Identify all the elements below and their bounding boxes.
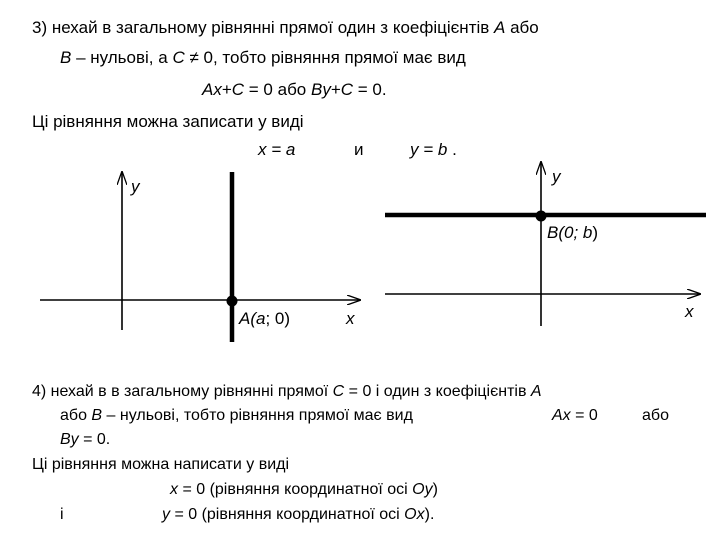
point-a-label-a: a (256, 309, 266, 328)
s3-l2-post: тобто рівняння прямої має вид (217, 48, 466, 67)
right-x-label: x (685, 302, 694, 321)
s4-ax-eq (552, 406, 598, 426)
left-x-label: x (346, 309, 355, 328)
s4-close1: ) (432, 481, 438, 498)
point-b (536, 211, 547, 222)
s4-l2-mid: – нульові, тобто рівняння прямої має вид (102, 407, 413, 424)
right-graph (385, 162, 706, 326)
s4-ax: Ax (552, 407, 571, 424)
y-eq-b: y = b (410, 140, 448, 159)
s4-x0: x (170, 481, 178, 498)
coef-c: C (172, 48, 185, 67)
s4-coef-b: B (91, 407, 103, 424)
coef-b: B (60, 48, 72, 67)
eq-plus-2: + (330, 80, 341, 99)
s4-coef-c: C (332, 383, 345, 400)
s4-x0-eq: = 0 (рівняння координатної осі (178, 481, 413, 498)
point-b-label-b: b (582, 223, 593, 242)
left-y-label: y (131, 177, 140, 196)
x-eq-a: x = a (258, 140, 296, 159)
s4-l2-pre: або (60, 407, 92, 424)
s4-line3 (60, 430, 110, 450)
s3-l2-mid: – нульові, а (71, 48, 173, 67)
s4-y0: y (162, 506, 170, 523)
s4-y-eq-0 (162, 505, 434, 525)
point-a-label-pre: A( (239, 309, 256, 328)
point-b-label (547, 223, 598, 242)
s4-oy: Oy (412, 481, 433, 498)
s4-by-eq-zero: = 0. (78, 431, 111, 448)
s4-line1 (32, 382, 542, 402)
s4-abo (642, 406, 669, 426)
s3-l1-post: або (505, 18, 539, 37)
s4-abo-word: або (642, 407, 669, 424)
s4-close2: ). (424, 506, 435, 523)
coef-a: A (494, 18, 506, 37)
s4-x-eq-0 (170, 480, 438, 500)
s4-l1-mid: = 0 і один з коефіцієнтів (344, 383, 531, 400)
eq-plus-1: + (221, 80, 232, 99)
eq-ax: Ax (202, 80, 222, 99)
s4-i (60, 505, 64, 525)
eq-zero-1: = 0 або (244, 80, 311, 99)
point-a (227, 296, 238, 307)
s4-line2 (60, 406, 413, 426)
left-graph (40, 172, 360, 342)
eq-c-2: C (340, 80, 354, 99)
eq-by: By (310, 80, 331, 99)
s4-y0-eq: = 0 (рівняння координатної осі (170, 506, 405, 523)
s4-l1-pre: 4) нехай в в загальному рівнянні прямої (32, 383, 333, 400)
neq-zero: ≠ 0, (184, 48, 218, 67)
s4-i-word: і (60, 506, 64, 523)
right-y-label: y (552, 167, 561, 186)
point-a-label-post: ; 0) (265, 309, 291, 328)
point-b-label-post: ) (592, 223, 599, 242)
s4-by: By (60, 431, 79, 448)
s4-ax-eq-zero: = 0 (570, 407, 598, 424)
eq-zero-2: = 0. (353, 80, 387, 99)
eq-c-1: C (231, 80, 245, 99)
and-word: и (354, 140, 364, 159)
point-b-label-pre: B(0; (547, 223, 583, 242)
s4-ox: Ox (404, 506, 425, 523)
s3-l4-text: Ці рівняння можна записати у виді (32, 112, 304, 131)
s4-l4-text: Ці рівняння можна написати у виді (32, 456, 290, 473)
s4-line4 (32, 455, 289, 475)
s3-l1-text: 3) нехай в загальному рівнянні прямої один з коефіцієнтів (32, 18, 495, 37)
s4-coef-a: A (530, 383, 542, 400)
point-a-label (238, 309, 290, 328)
dot: . (452, 140, 457, 159)
